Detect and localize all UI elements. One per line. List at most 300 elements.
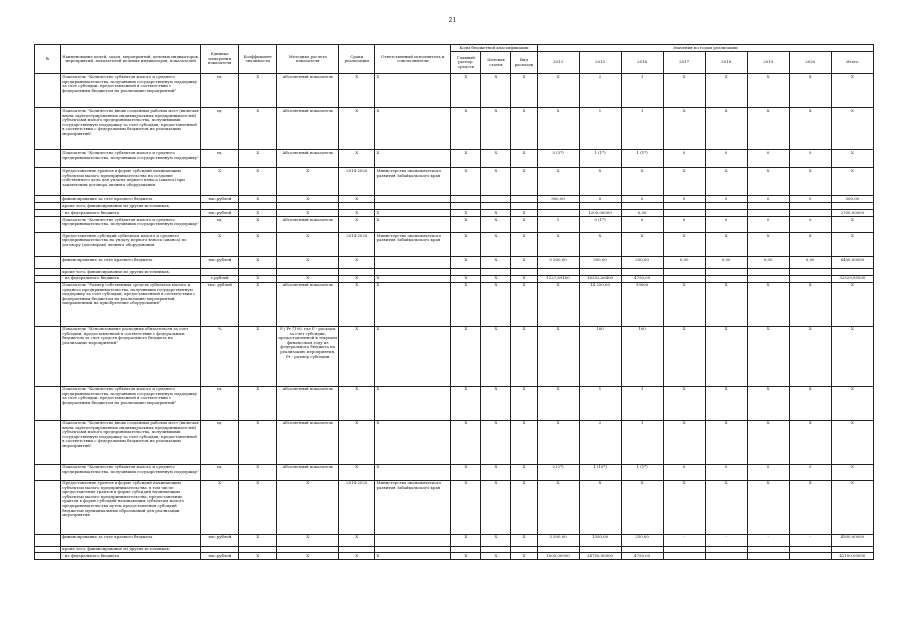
row-kbk-cell: X — [511, 216, 537, 232]
row-year-value-cell: 0 — [747, 196, 789, 203]
row-responsible-cell: X — [375, 210, 451, 217]
row-year-value-cell — [705, 553, 747, 560]
row-year-value-cell — [663, 553, 705, 560]
row-year-value-cell: X — [705, 420, 747, 464]
row-total-cell: X — [831, 464, 873, 480]
row-year-value-cell: 4750,00 — [621, 275, 663, 282]
row-number-cell — [35, 74, 61, 108]
row-unit-cell: тыс.рублей — [201, 196, 239, 203]
row-year-value-cell: X — [747, 480, 789, 534]
row-name-cell: - из федерального бюджета — [61, 210, 201, 217]
row-term-cell: X — [339, 534, 375, 546]
row-method-cell: Абсолютный показатель — [277, 386, 339, 420]
table-row — [35, 386, 874, 420]
row-year-value-cell: 0,00 — [789, 256, 831, 268]
row-coefficient-cell: X — [239, 150, 277, 168]
row-year-value-cell — [663, 546, 705, 553]
row-kbk-cell: X — [451, 150, 481, 168]
row-year-value-cell — [621, 268, 663, 275]
header-year: 2020 — [789, 52, 831, 74]
row-year-value-cell: X — [537, 74, 579, 108]
row-year-value-cell — [747, 210, 789, 217]
row-method-cell: Абсолютный показатель — [277, 282, 339, 326]
row-kbk-cell: X — [511, 74, 537, 108]
row-total-cell: 42100,00000 — [831, 553, 873, 560]
row-year-value-cell: 0 — [705, 196, 747, 203]
row-year-value-cell: 5 500,00 — [537, 256, 579, 268]
row-year-value-cell: X — [789, 282, 831, 326]
row-year-value-cell: 1550,00 — [579, 534, 621, 546]
row-name-cell: кроме того, финансирование из других источников: — [61, 546, 201, 553]
row-coefficient-cell: X — [239, 275, 277, 282]
row-year-value-cell: X — [789, 168, 831, 196]
row-year-value-cell: X — [747, 282, 789, 326]
table-row — [35, 553, 874, 560]
row-year-value-cell: X — [789, 232, 831, 256]
row-kbk-cell — [451, 268, 481, 275]
row-term-cell: X — [339, 326, 375, 386]
table-row — [35, 196, 874, 203]
row-year-value-cell: 0 — [747, 464, 789, 480]
row-coefficient-cell — [239, 203, 277, 210]
row-name-cell: Показатель "Количество субъектов малого и среднего предпринимательства, получивших государственную поддержку" — [61, 216, 201, 232]
row-number-cell — [35, 464, 61, 480]
row-year-value-cell — [747, 203, 789, 210]
row-unit-cell: тыс.рублей — [201, 553, 239, 560]
row-term-cell: X — [339, 216, 375, 232]
row-name-cell: кроме того, финансирование из других источников, — [61, 268, 201, 275]
row-year-value-cell: - — [789, 534, 831, 546]
row-year-value-cell: X — [705, 232, 747, 256]
row-method-cell: X — [277, 275, 339, 282]
table-row — [35, 282, 874, 326]
row-method-cell: X — [277, 553, 339, 560]
row-year-value-cell: 0 — [621, 196, 663, 203]
row-year-value-cell — [663, 203, 705, 210]
row-year-value-cell: 1227,69100 — [537, 275, 579, 282]
row-year-value-cell: X — [537, 386, 579, 420]
row-year-value-cell: 3 500,00 — [537, 534, 579, 546]
row-term-cell: X — [339, 256, 375, 268]
row-kbk-cell — [451, 196, 481, 203]
row-term-cell: 2014-2020 — [339, 168, 375, 196]
row-year-value-cell: X — [789, 108, 831, 150]
row-unit-cell — [201, 203, 239, 210]
row-term-cell — [339, 268, 375, 275]
row-kbk-cell — [511, 203, 537, 210]
row-number-cell — [35, 256, 61, 268]
row-total-cell: X — [831, 420, 873, 464]
row-year-value-cell — [537, 546, 579, 553]
row-year-value-cell: X — [537, 108, 579, 150]
row-year-value-cell: 0,00 — [705, 256, 747, 268]
header-year: 2018 — [705, 52, 747, 74]
row-year-value-cell: 0 — [579, 196, 621, 203]
row-unit-cell: ед. — [201, 464, 239, 480]
row-responsible-cell: X — [375, 282, 451, 326]
row-name-cell: Предоставление грантов в форме субсидий начинающим субъектам малого предпринимательства, в том числе: предоставление грантов в форме субсидий начинающим субъектам малого предпринимательства; предоставление грантов в форме субсидий начинающим субъектам малого предпринимательства путем предоставления субсидий бюджетам муниципальных образований для реализации мероприятия — [61, 480, 201, 534]
row-name-cell: финансирование за счет краевого бюджета — [61, 196, 201, 203]
row-year-value-cell: - — [705, 534, 747, 546]
row-kbk-cell: X — [511, 210, 537, 217]
table-row — [35, 275, 874, 282]
table-row — [35, 216, 874, 232]
row-number-cell — [35, 420, 61, 464]
row-kbk-cell: X — [511, 326, 537, 386]
row-responsible-cell: X — [375, 326, 451, 386]
header-method: Методика расчета показателя — [277, 45, 339, 74]
row-kbk-cell: X — [481, 534, 511, 546]
row-year-value-cell — [789, 210, 831, 217]
row-year-value-cell: 0 (1*) — [579, 216, 621, 232]
header-kbk-col: Вид расходов — [511, 52, 537, 74]
row-kbk-cell: X — [451, 386, 481, 420]
row-term-cell: 2014-2020 — [339, 232, 375, 256]
table-row — [35, 268, 874, 275]
row-unit-cell: ед. — [201, 216, 239, 232]
row-year-value-cell: X — [537, 232, 579, 256]
row-year-value-cell — [579, 546, 621, 553]
row-total-cell: X — [831, 108, 873, 150]
row-number-cell — [35, 108, 61, 150]
row-total-cell: X — [831, 232, 873, 256]
header-total: Итого — [831, 52, 873, 74]
row-total-cell: X — [831, 480, 873, 534]
row-method-cell: X — [277, 534, 339, 546]
row-year-value-cell: X — [705, 282, 747, 326]
row-year-value-cell — [621, 203, 663, 210]
table-row — [35, 534, 874, 546]
row-responsible-cell: Министерство экономического развития Забайкальского края — [375, 232, 451, 256]
row-kbk-cell: X — [451, 216, 481, 232]
row-year-value-cell — [537, 203, 579, 210]
row-kbk-cell: X — [511, 553, 537, 560]
row-year-value-cell: X — [621, 232, 663, 256]
row-year-value-cell: X — [621, 168, 663, 196]
row-year-value-cell: X — [663, 282, 705, 326]
row-year-value-cell: X — [579, 168, 621, 196]
row-name-cell: Показатель "Количество субъектов малого и среднего предпринимательства, получивших государственную поддержку за счет субсидии, предоставленной в соответствии с федеральным бюджетом на реализацию мероприятий" — [61, 386, 201, 420]
row-year-value-cell — [537, 210, 579, 217]
row-year-value-cell: 500,00 — [579, 256, 621, 268]
row-coefficient-cell: X — [239, 464, 277, 480]
row-method-cell: Абсолютный показатель — [277, 74, 339, 108]
table-row — [35, 74, 874, 108]
row-unit-cell: ед. — [201, 150, 239, 168]
row-total-cell: X — [831, 282, 873, 326]
header-year: 2016 — [621, 52, 663, 74]
row-term-cell: X — [339, 108, 375, 150]
row-method-cell: X — [277, 256, 339, 268]
row-kbk-cell — [481, 268, 511, 275]
row-coefficient-cell: X — [239, 232, 277, 256]
row-kbk-cell: X — [511, 168, 537, 196]
row-kbk-cell: X — [481, 216, 511, 232]
row-name-cell: - из федерального бюджета — [61, 275, 201, 282]
row-kbk-cell: X — [451, 210, 481, 217]
row-responsible-cell: X — [375, 108, 451, 150]
table-row — [35, 420, 874, 464]
row-year-value-cell: X — [537, 326, 579, 386]
row-responsible-cell — [375, 203, 451, 210]
row-method-cell: Абсолютный показатель — [277, 420, 339, 464]
row-unit-cell: тыс. рублей — [201, 282, 239, 326]
row-kbk-cell: X — [481, 275, 511, 282]
row-year-value-cell: 1 (10*) — [579, 464, 621, 480]
row-unit-cell: ед. — [201, 420, 239, 464]
row-kbk-cell: X — [511, 386, 537, 420]
row-year-value-cell: 0 — [789, 196, 831, 203]
row-year-value-cell: X — [663, 326, 705, 386]
row-kbk-cell: X — [451, 168, 481, 196]
row-year-value-cell — [747, 553, 789, 560]
row-year-value-cell: X — [747, 386, 789, 420]
row-name-cell: финансирование за счет краевого бюджета — [61, 256, 201, 268]
table-row — [35, 326, 874, 386]
row-kbk-cell: X — [511, 108, 537, 150]
row-kbk-cell: X — [451, 553, 481, 560]
row-unit-cell: X — [201, 480, 239, 534]
header-values: Значения по годам реализации — [537, 45, 874, 52]
table-row — [35, 150, 874, 168]
row-coefficient-cell: X — [239, 480, 277, 534]
row-total-cell: 6450,00000 — [831, 256, 873, 268]
row-year-value-cell: X — [537, 168, 579, 196]
row-year-value-cell: X — [789, 480, 831, 534]
row-term-cell: X — [339, 420, 375, 464]
row-kbk-cell: X — [451, 282, 481, 326]
table-row — [35, 546, 874, 553]
header-year: 2015 — [579, 52, 621, 74]
row-kbk-cell: X — [451, 74, 481, 108]
row-kbk-cell: X — [511, 420, 537, 464]
row-year-value-cell: 1 — [621, 108, 663, 150]
row-total-cell: X — [831, 216, 873, 232]
row-year-value-cell: 1 — [621, 420, 663, 464]
row-unit-cell: ед. — [201, 108, 239, 150]
row-year-value-cell: 1 — [621, 386, 663, 420]
row-kbk-cell — [511, 196, 537, 203]
row-year-value-cell: X — [579, 480, 621, 534]
row-year-value-cell — [705, 210, 747, 217]
row-total-cell: X — [831, 74, 873, 108]
row-total-cell: 4500,00000 — [831, 534, 873, 546]
row-year-value-cell: X — [747, 232, 789, 256]
row-year-value-cell: X — [705, 326, 747, 386]
row-year-value-cell: X — [747, 420, 789, 464]
row-kbk-cell: X — [451, 464, 481, 480]
row-year-value-cell: 34750,00000 — [579, 553, 621, 560]
row-year-value-cell: 14 250,00 — [579, 282, 621, 326]
row-year-value-cell — [705, 275, 747, 282]
row-coefficient-cell — [239, 268, 277, 275]
row-method-cell: X — [277, 196, 339, 203]
row-unit-cell: тыс.рублей — [201, 534, 239, 546]
row-name-cell: Предоставление грантов в форме субсидий начинающим субъектам малого предпринимательства на создание собственного дела для уплаты первого взноса (аванса) при заключении договора лизинга оборудования — [61, 168, 201, 196]
row-year-value-cell: 0,00 — [747, 256, 789, 268]
row-year-value-cell — [789, 268, 831, 275]
header-responsible: Ответственный исполнитель и соисполнители — [375, 45, 451, 74]
row-responsible-cell — [375, 196, 451, 203]
row-total-cell — [831, 203, 873, 210]
row-term-cell: X — [339, 386, 375, 420]
row-kbk-cell: X — [481, 553, 511, 560]
row-year-value-cell: 0 — [621, 216, 663, 232]
row-number-cell — [35, 203, 61, 210]
row-year-value-cell — [789, 203, 831, 210]
row-unit-cell: % — [201, 326, 239, 386]
row-method-cell: Абсолютный показатель — [277, 216, 339, 232]
row-year-value-cell: 3 (3*) — [537, 150, 579, 168]
row-name-cell: Показатель "Количество субъектов малого и среднего предпринимательства, получивших государственную поддержку" — [61, 464, 201, 480]
row-year-value-cell: 250,00 — [621, 256, 663, 268]
header-year: 2019 — [747, 52, 789, 74]
row-year-value-cell: 1 — [579, 386, 621, 420]
row-year-value-cell: 100 — [621, 326, 663, 386]
page-number: 21 — [448, 17, 457, 24]
row-year-value-cell: X — [663, 386, 705, 420]
row-unit-cell: тыс.рублей — [201, 210, 239, 217]
row-year-value-cell: X — [705, 168, 747, 196]
row-name-cell: Предоставление субсидий субъектам малого и среднего предпринимательства на уплату первого взноса (аванса) по договору (договорам) лизинга оборудования — [61, 232, 201, 256]
row-year-value-cell: 0 — [705, 150, 747, 168]
row-year-value-cell: 0 — [663, 216, 705, 232]
row-year-value-cell: 100 — [579, 326, 621, 386]
row-term-cell: X — [339, 74, 375, 108]
row-kbk-cell — [481, 196, 511, 203]
row-kbk-cell: X — [481, 464, 511, 480]
row-term-cell: X — [339, 196, 375, 203]
row-year-value-cell — [747, 546, 789, 553]
row-coefficient-cell: X — [239, 216, 277, 232]
row-year-value-cell: 0 — [789, 150, 831, 168]
row-year-value-cell: X — [747, 74, 789, 108]
row-year-value-cell: X — [537, 282, 579, 326]
row-year-value-cell: X — [789, 74, 831, 108]
row-number-cell — [35, 386, 61, 420]
row-term-cell: X — [339, 210, 375, 217]
row-year-value-cell: X — [705, 108, 747, 150]
row-year-value-cell: 16352,26400 — [579, 275, 621, 282]
row-responsible-cell: X — [375, 216, 451, 232]
row-name-cell: Показатель "Количество субъектов малого и среднего предпринимательства, получивших государственную поддержку за счет субсидии, предоставленной в соответствии с федеральным бюджетом на реализацию мероприятий" — [61, 74, 201, 108]
row-kbk-cell: X — [511, 232, 537, 256]
row-year-value-cell: 1000,00000 — [537, 553, 579, 560]
row-term-cell: X — [339, 553, 375, 560]
row-kbk-cell — [481, 203, 511, 210]
row-number-cell — [35, 216, 61, 232]
row-year-value-cell: 1 — [621, 74, 663, 108]
row-number-cell — [35, 326, 61, 386]
row-kbk-cell: X — [511, 275, 537, 282]
table-row — [35, 480, 874, 534]
row-year-value-cell: X — [705, 74, 747, 108]
row-kbk-cell: X — [481, 74, 511, 108]
row-year-value-cell: 1200,00000 — [579, 210, 621, 217]
header-kbk-col: Главный распор. средств — [451, 52, 481, 74]
header-row-1 — [35, 45, 874, 52]
row-responsible-cell: X — [375, 275, 451, 282]
row-kbk-cell: X — [481, 210, 511, 217]
row-method-cell — [277, 203, 339, 210]
row-year-value-cell — [537, 268, 579, 275]
row-kbk-cell — [451, 203, 481, 210]
row-method-cell: X — [277, 232, 339, 256]
header-unit: Единица измерения показателя — [201, 45, 239, 74]
table-row — [35, 256, 874, 268]
row-number-cell — [35, 196, 61, 203]
row-kbk-cell: X — [481, 480, 511, 534]
row-name-cell: Показатель "Использование расходных обязательств за счет субсидии, предоставленной в соответствии с федеральным бюджетом за счет средств федерального бюджета на реализацию мероприятий" — [61, 326, 201, 386]
row-year-value-cell: X — [789, 386, 831, 420]
row-year-value-cell: X — [663, 108, 705, 150]
row-method-cell: X — [277, 210, 339, 217]
row-total-cell: 2700,00000 — [831, 210, 873, 217]
row-total-cell — [831, 546, 873, 553]
row-year-value-cell — [705, 546, 747, 553]
row-year-value-cell: 2 — [579, 420, 621, 464]
row-coefficient-cell: X — [239, 326, 277, 386]
row-year-value-cell: 1 (1*) — [621, 464, 663, 480]
row-number-cell — [35, 553, 61, 560]
row-year-value-cell: X — [579, 232, 621, 256]
row-total-cell — [831, 268, 873, 275]
row-coefficient-cell: X — [239, 74, 277, 108]
row-year-value-cell: X — [663, 480, 705, 534]
row-responsible-cell — [375, 546, 451, 553]
row-year-value-cell — [789, 275, 831, 282]
row-year-value-cell — [621, 546, 663, 553]
table-row — [35, 168, 874, 196]
row-kbk-cell: X — [481, 386, 511, 420]
header-year: 2013 — [537, 52, 579, 74]
row-year-value-cell: 0 — [747, 150, 789, 168]
row-kbk-cell: X — [451, 534, 481, 546]
row-year-value-cell — [747, 268, 789, 275]
row-responsible-cell — [375, 256, 451, 268]
row-responsible-cell — [375, 534, 451, 546]
row-number-cell — [35, 275, 61, 282]
row-method-cell: X — [277, 168, 339, 196]
row-kbk-cell: X — [451, 480, 481, 534]
row-year-value-cell: 2 — [579, 74, 621, 108]
row-year-value-cell: X — [663, 74, 705, 108]
row-year-value-cell: 0 — [705, 216, 747, 232]
header-kbk-col: Целевая статья — [481, 52, 511, 74]
table-row — [35, 203, 874, 210]
row-coefficient-cell: X — [239, 168, 277, 196]
row-year-value-cell: X — [789, 326, 831, 386]
row-year-value-cell: 1 — [537, 216, 579, 232]
row-year-value-cell: 1 (1*) — [621, 150, 663, 168]
header-name: Наименование целей, задач, мероприятий, целевых индикаторов, мероприятий, показателей целевых индикаторов, показателей — [61, 45, 201, 74]
header-year: 2017 — [663, 52, 705, 74]
row-total-cell: X — [831, 326, 873, 386]
row-name-cell: Показатель "Количество вновь созданных рабочих мест (включая вновь зарегистрированных индивидуальных предпринимателей) субъектами малого предпринимательства, получившими государственную поддержку за счет субсидии, предоставленной в соответствии с федеральным бюджетом на реализацию мероприятий" — [61, 420, 201, 464]
row-kbk-cell: X — [481, 282, 511, 326]
row-kbk-cell: X — [451, 232, 481, 256]
row-number-cell — [35, 268, 61, 275]
row-name-cell: Показатель "Размер собственных средств субъектов малого и среднего предпринимательства, получивших государственную поддержку за счет субсидии, предоставленной в соответствии с федеральным бюджетом на реализацию мероприятий, направленный на приобретение оборудования" — [61, 282, 201, 326]
row-method-cell: X — [277, 480, 339, 534]
row-year-value-cell — [663, 268, 705, 275]
row-year-value-cell: 0 — [663, 196, 705, 203]
row-method-cell: Абсолютный показатель — [277, 464, 339, 480]
row-kbk-cell — [451, 546, 481, 553]
row-year-value-cell: 2 (2*) — [537, 464, 579, 480]
row-year-value-cell — [663, 210, 705, 217]
row-total-cell: X — [831, 168, 873, 196]
